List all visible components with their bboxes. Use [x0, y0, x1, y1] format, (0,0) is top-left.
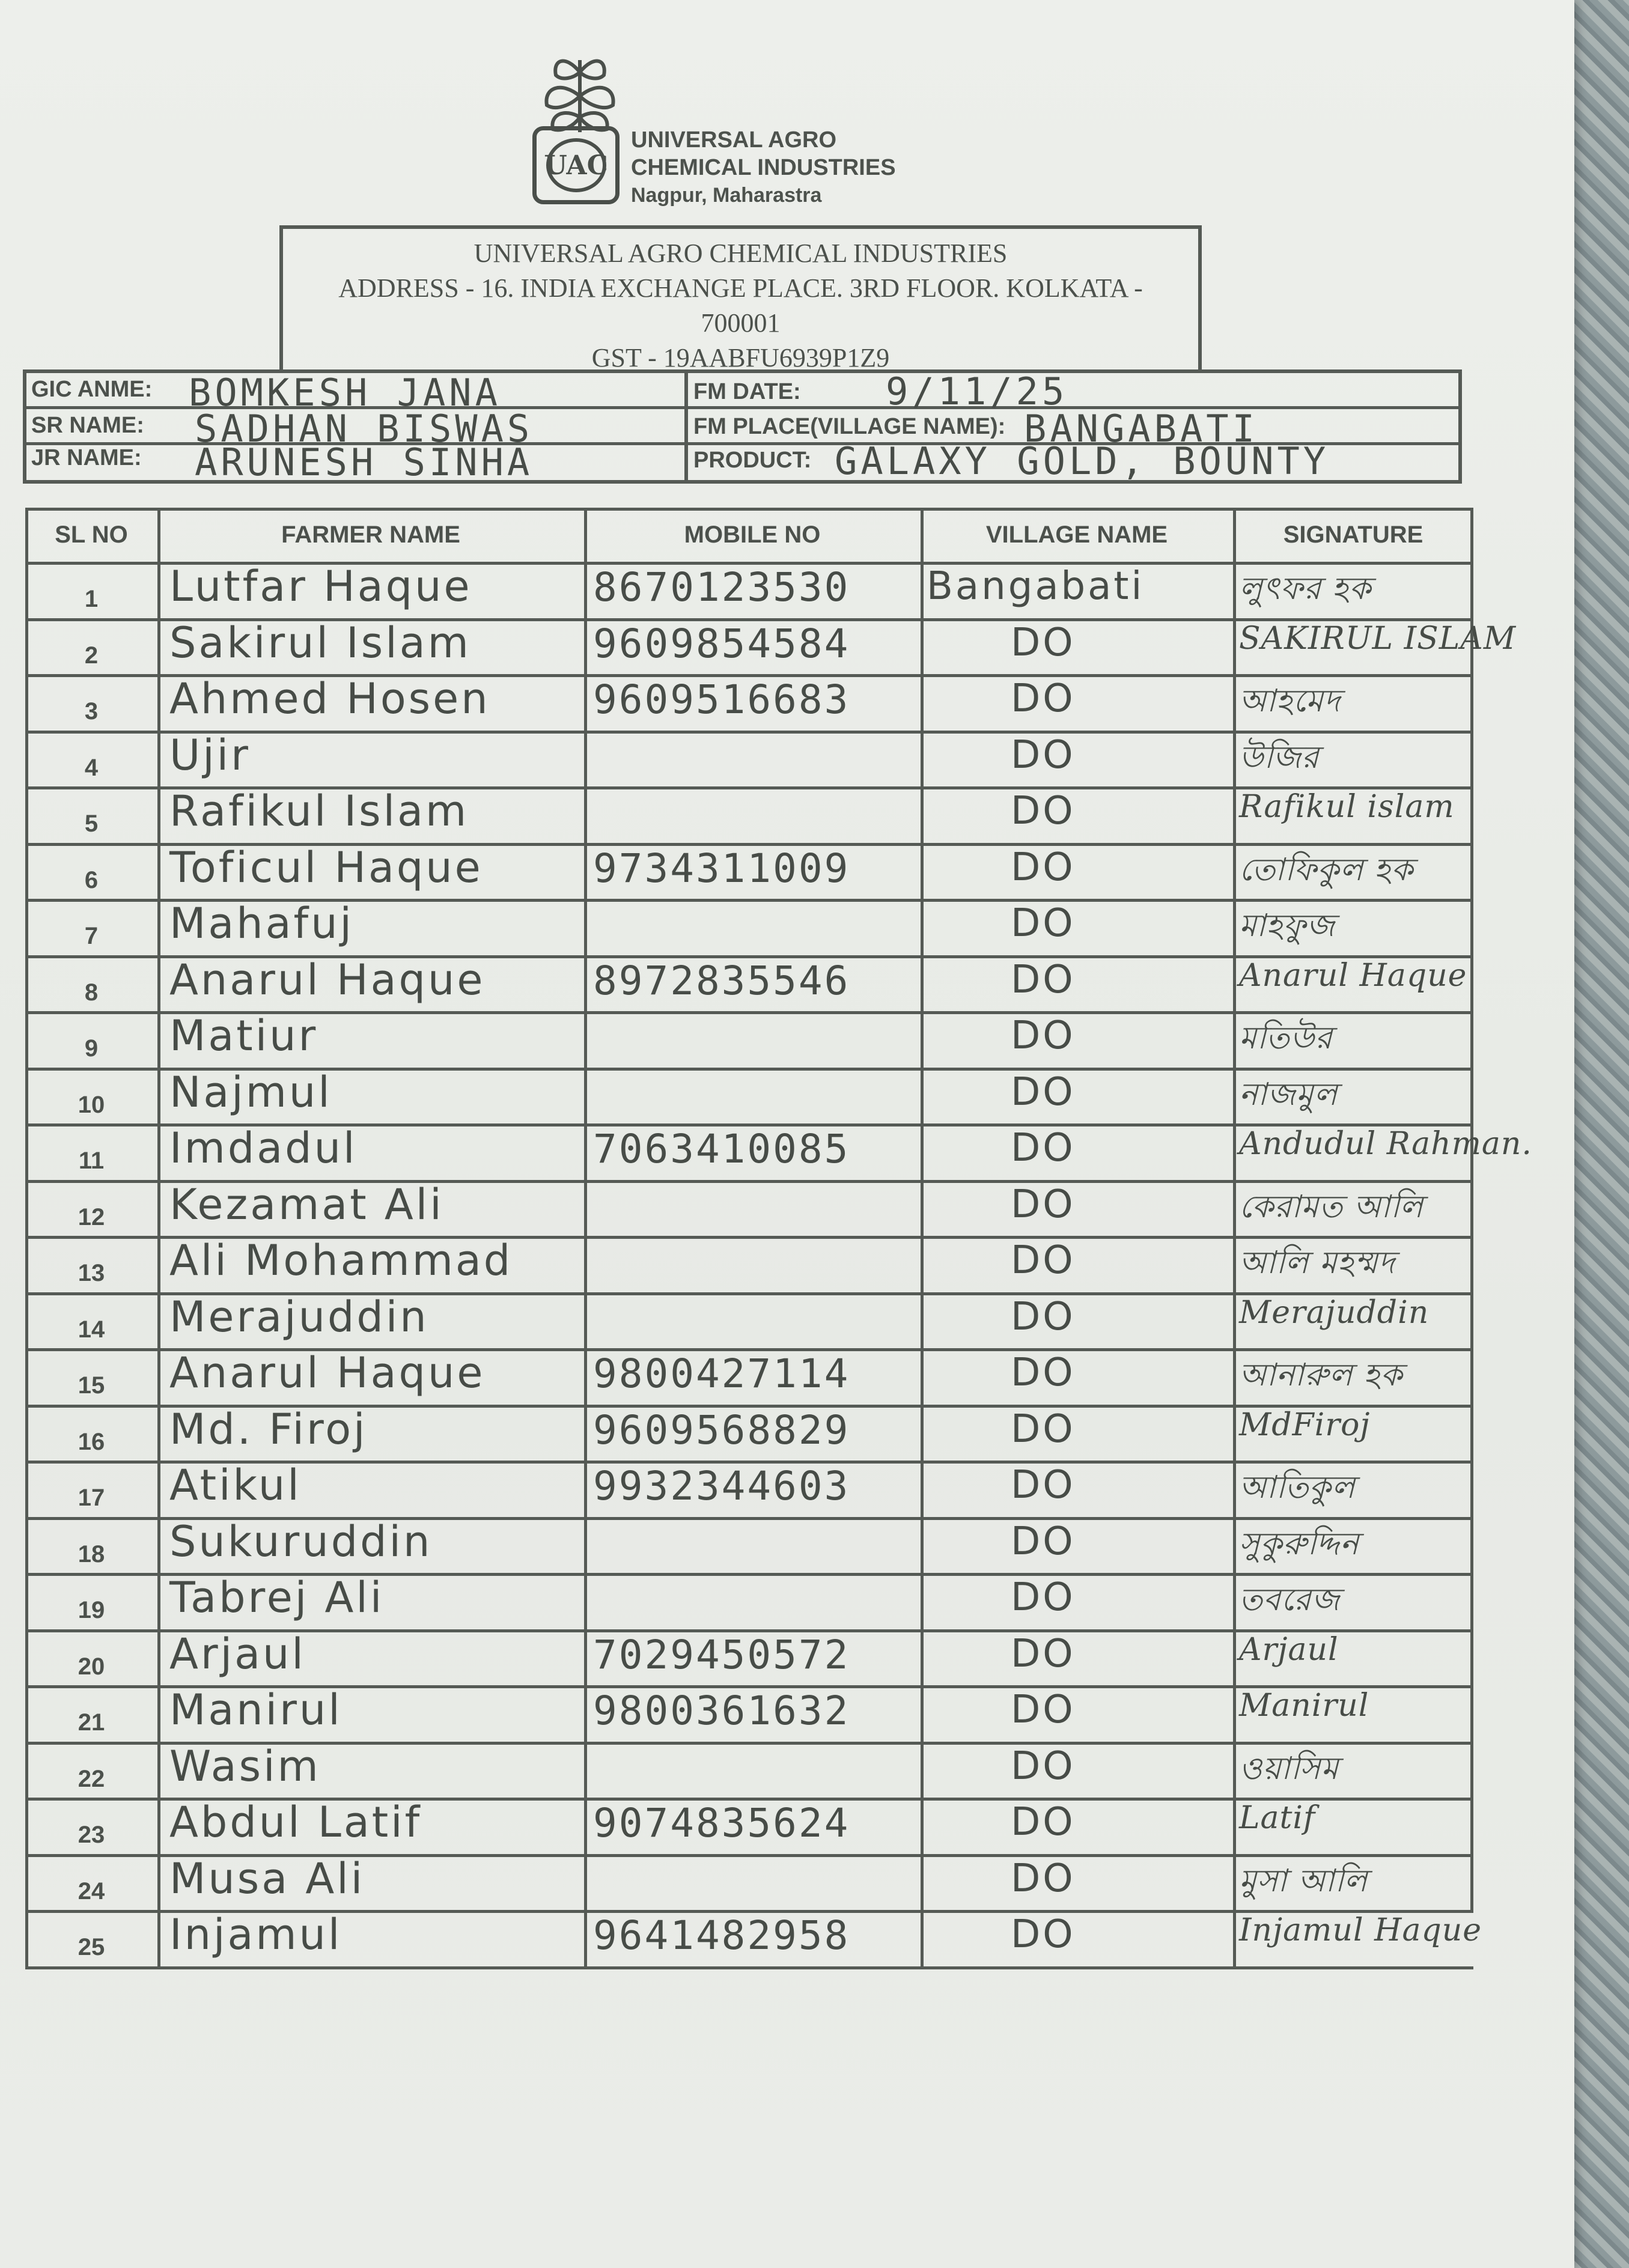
- fm-date-label: FM DATE:: [693, 379, 801, 404]
- sl-no-cell: 13: [78, 1260, 105, 1286]
- address-gst: GST - 19AABFU6939P1Z9: [591, 343, 890, 372]
- table-row: [25, 1068, 1473, 1124]
- village-name-cell: DO: [1011, 1575, 1076, 1620]
- signature-cell: Arjaul: [1239, 1631, 1339, 1668]
- table-row: [25, 618, 1517, 675]
- seal-letters: UAC: [546, 138, 606, 192]
- table-row: [25, 1685, 1473, 1742]
- table-rule: [25, 1966, 1473, 1969]
- sl-no-cell: 18: [78, 1540, 105, 1567]
- farmer-name-cell: Lutfar Haque: [169, 562, 472, 611]
- village-name-cell: DO: [1011, 957, 1076, 1002]
- sl-no-cell: 14: [78, 1316, 105, 1343]
- mobile-no-cell: 9932344603: [593, 1463, 850, 1509]
- village-name-cell: DO: [1011, 1182, 1076, 1227]
- table-rule: [25, 508, 1473, 511]
- sl-no-cell: 3: [84, 698, 99, 725]
- farmer-name-cell: Merajuddin: [169, 1292, 429, 1342]
- farmer-name-cell: Anarul Haque: [169, 955, 486, 1005]
- farmer-name-cell: Matiur: [169, 1011, 318, 1060]
- village-name-cell: DO: [1011, 1631, 1076, 1676]
- village-name-cell: DO: [1011, 676, 1076, 721]
- sl-no-cell: 20: [78, 1653, 105, 1680]
- village-name-cell: DO: [1011, 1800, 1076, 1844]
- table-row: [25, 843, 1473, 899]
- mobile-no-cell: 9609854584: [593, 620, 850, 667]
- signature-cell: আলি মহম্মদ: [1239, 1245, 1395, 1281]
- village-name-cell: DO: [1011, 1406, 1076, 1452]
- sl-no-cell: 19: [78, 1597, 105, 1623]
- farmer-name-cell: Imdadul: [169, 1123, 358, 1173]
- signature-cell: আহমেদ: [1239, 683, 1341, 719]
- village-name-cell: DO: [1011, 1238, 1076, 1283]
- table-row: [25, 1573, 1473, 1629]
- sl-no-cell: 21: [78, 1709, 105, 1736]
- sl-no-cell: 24: [78, 1877, 105, 1905]
- table-row: [25, 1461, 1473, 1517]
- farmer-name-cell: Kezamat Ali: [169, 1179, 444, 1229]
- table-row: [25, 1629, 1473, 1686]
- address-pin: 700001: [701, 308, 781, 338]
- sl-no-cell: 22: [78, 1765, 105, 1792]
- gic-label: GIC ANME:: [31, 377, 153, 402]
- fm-date-value: 9/11/25: [886, 369, 1068, 413]
- sl-no-cell: 9: [84, 1035, 99, 1062]
- sl-no-cell: 11: [78, 1148, 105, 1174]
- header-mobile-no: MOBILE NO: [684, 521, 821, 548]
- village-name-cell: DO: [1011, 1294, 1076, 1339]
- farmer-name-cell: Sukuruddin: [169, 1516, 433, 1566]
- sl-no-cell: 7: [84, 923, 99, 949]
- table-row: [25, 1405, 1473, 1461]
- signature-cell: আনারুল হক: [1239, 1357, 1403, 1393]
- signature-cell: MdFiroj: [1239, 1406, 1371, 1443]
- village-name-cell: DO: [1011, 1519, 1076, 1564]
- village-name-cell: DO: [1011, 1688, 1076, 1732]
- meeting-info-block: [23, 369, 1462, 484]
- signature-cell: Anarul Haque: [1239, 957, 1467, 994]
- table-row: [25, 1348, 1473, 1405]
- table-row: [25, 899, 1473, 955]
- table-row: [25, 1854, 1473, 1911]
- village-name-cell: DO: [1011, 1856, 1076, 1901]
- mobile-no-cell: 9609568829: [593, 1406, 850, 1453]
- signature-cell: Merajuddin: [1239, 1294, 1430, 1331]
- table-row: [25, 1011, 1473, 1068]
- table-row: [25, 674, 1473, 731]
- sl-no-cell: 6: [84, 866, 99, 893]
- logo-location: Nagpur, Maharastra: [631, 184, 822, 207]
- signature-cell: নাজমুল: [1239, 1076, 1338, 1113]
- sl-no-cell: 12: [78, 1203, 105, 1230]
- mobile-no-cell: 7063410085: [593, 1126, 850, 1172]
- sr-label: SR NAME:: [31, 413, 144, 438]
- table-row: [25, 1292, 1473, 1349]
- sl-no-cell: 15: [78, 1372, 105, 1399]
- company-logo: [529, 48, 937, 216]
- signature-cell: মাহফুজ: [1239, 908, 1335, 944]
- village-name-cell: DO: [1011, 1912, 1076, 1957]
- signature-cell: ওয়াসিম: [1239, 1750, 1339, 1787]
- sr-value: SADHAN BISWAS: [195, 407, 534, 451]
- farmer-name-cell: Sakirul Islam: [169, 618, 471, 667]
- table-row: [25, 1236, 1473, 1292]
- signature-cell: সুকুরুদ্দিন: [1239, 1525, 1360, 1562]
- village-name-cell: Bangabati: [927, 564, 1145, 609]
- mobile-no-cell: 9609516683: [593, 676, 850, 723]
- product-value: GALAXY GOLD, BOUNTY: [835, 439, 1330, 483]
- jr-label: JR NAME:: [31, 445, 142, 470]
- village-name-cell: DO: [1011, 789, 1076, 833]
- village-name-cell: DO: [1011, 732, 1076, 777]
- farmer-name-cell: Mahafuj: [169, 899, 355, 948]
- signature-cell: তোফিকুল হক: [1239, 851, 1414, 888]
- farmer-name-cell: Ujir: [169, 730, 251, 780]
- village-name-cell: DO: [1011, 901, 1076, 946]
- sl-no-cell: 4: [84, 754, 99, 781]
- fm-place-label: FM PLACE(VILLAGE NAME):: [693, 414, 1006, 439]
- table-row: [25, 1180, 1473, 1236]
- farmer-name-cell: Ali Mohammad: [169, 1236, 513, 1285]
- table-row: [25, 731, 1473, 787]
- sl-no-cell: 23: [78, 1822, 105, 1848]
- table-row: [25, 1798, 1473, 1854]
- farmer-name-cell: Najmul: [169, 1067, 332, 1117]
- farmer-name-cell: Wasim: [169, 1741, 321, 1791]
- farmer-name-cell: Md. Firoj: [169, 1404, 368, 1454]
- address-street: ADDRESS - 16. INDIA EXCHANGE PLACE. 3RD FLOOR. KOLKATA -: [338, 273, 1143, 303]
- farmer-name-cell: Ahmed Hosen: [169, 674, 490, 723]
- farmer-name-cell: Rafikul Islam: [169, 786, 469, 836]
- signature-cell: উজির: [1239, 739, 1320, 776]
- mobile-no-cell: 9800427114: [593, 1351, 850, 1397]
- farmer-name-cell: Manirul: [169, 1685, 343, 1734]
- logo-company-name: [631, 126, 896, 209]
- info-divider: [684, 373, 688, 480]
- village-name-cell: DO: [1011, 1744, 1076, 1789]
- sl-no-cell: 10: [78, 1091, 105, 1118]
- village-name-cell: DO: [1011, 1351, 1076, 1395]
- farmer-name-cell: Abdul Latif: [169, 1798, 422, 1847]
- header-signature: SIGNATURE: [1283, 521, 1423, 548]
- mobile-no-cell: 9074835624: [593, 1800, 850, 1846]
- signature-cell: তবরেজ: [1239, 1582, 1340, 1618]
- sl-no-cell: 16: [78, 1428, 105, 1455]
- farmer-name-cell: Musa Ali: [169, 1853, 365, 1903]
- signature-cell: আতিকুল: [1239, 1470, 1356, 1506]
- gic-value: BOMKESH JANA: [189, 371, 501, 415]
- product-label: PRODUCT:: [693, 448, 812, 473]
- farmer-name-cell: Injamul: [169, 1910, 343, 1959]
- signature-cell: মুসা আলি: [1239, 1862, 1368, 1899]
- village-name-cell: DO: [1011, 845, 1076, 890]
- table-row: [25, 786, 1473, 843]
- jr-value: ARUNESH SINHA: [195, 440, 534, 484]
- table-row: [25, 1742, 1473, 1798]
- sl-no-cell: 1: [84, 586, 99, 612]
- mobile-no-cell: 8972835546: [593, 957, 850, 1004]
- mobile-no-cell: 8670123530: [593, 564, 850, 610]
- table-row: [25, 955, 1473, 1012]
- signature-cell: SAKIRUL ISLAM: [1239, 620, 1517, 657]
- logo-line-2: CHEMICAL INDUSTRIES: [631, 155, 896, 180]
- table-row: [25, 1910, 1482, 1966]
- farmer-name-cell: Toficul Haque: [169, 842, 483, 892]
- farmer-name-cell: Arjaul: [169, 1629, 306, 1679]
- signature-cell: লুৎফর হক: [1239, 571, 1372, 607]
- village-name-cell: DO: [1011, 620, 1076, 665]
- sl-no-cell: 25: [78, 1934, 105, 1960]
- mobile-no-cell: 9641482958: [593, 1912, 850, 1959]
- header-village-name: VILLAGE NAME: [985, 521, 1168, 548]
- sl-no-cell: 8: [84, 979, 99, 1006]
- farmer-name-cell: Atikul: [169, 1461, 302, 1510]
- village-name-cell: DO: [1011, 1014, 1076, 1058]
- company-seal: [532, 126, 620, 204]
- mobile-no-cell: 7029450572: [593, 1631, 850, 1678]
- signature-cell: কেরামত আলি: [1239, 1188, 1423, 1225]
- header-farmer-name: FARMER NAME: [281, 521, 460, 548]
- village-name-cell: DO: [1011, 1463, 1076, 1507]
- leaf-emblem-icon: [529, 48, 631, 138]
- signature-cell: Rafikul islam: [1239, 789, 1455, 825]
- farmer-name-cell: Tabrej Ali: [169, 1573, 385, 1622]
- signature-cell: Andudul Rahman.: [1239, 1126, 1532, 1162]
- address-box: [279, 225, 1202, 372]
- address-company: UNIVERSAL AGRO CHEMICAL INDUSTRIES: [473, 239, 1008, 268]
- signature-cell: মতিউর: [1239, 1020, 1333, 1056]
- farmer-table: [25, 508, 1532, 1960]
- signature-cell: Latif: [1239, 1800, 1316, 1836]
- sl-no-cell: 17: [78, 1485, 105, 1511]
- farmer-name-cell: Anarul Haque: [169, 1348, 486, 1397]
- logo-line-1: UNIVERSAL AGRO: [631, 127, 837, 153]
- signature-cell: Manirul: [1239, 1688, 1369, 1724]
- mobile-no-cell: 9734311009: [593, 845, 850, 892]
- sl-no-cell: 2: [84, 642, 99, 669]
- village-name-cell: DO: [1011, 1069, 1076, 1114]
- header-sl-no: SL NO: [55, 521, 128, 548]
- sl-no-cell: 5: [84, 810, 99, 837]
- fm-place-value: BANGABATI: [1024, 407, 1258, 451]
- signature-cell: Injamul Haque: [1239, 1912, 1482, 1948]
- table-row: [25, 1123, 1532, 1180]
- table-row: [25, 562, 1473, 618]
- mobile-no-cell: 9800361632: [593, 1688, 850, 1734]
- village-name-cell: DO: [1011, 1126, 1076, 1170]
- table-row: [25, 1517, 1473, 1573]
